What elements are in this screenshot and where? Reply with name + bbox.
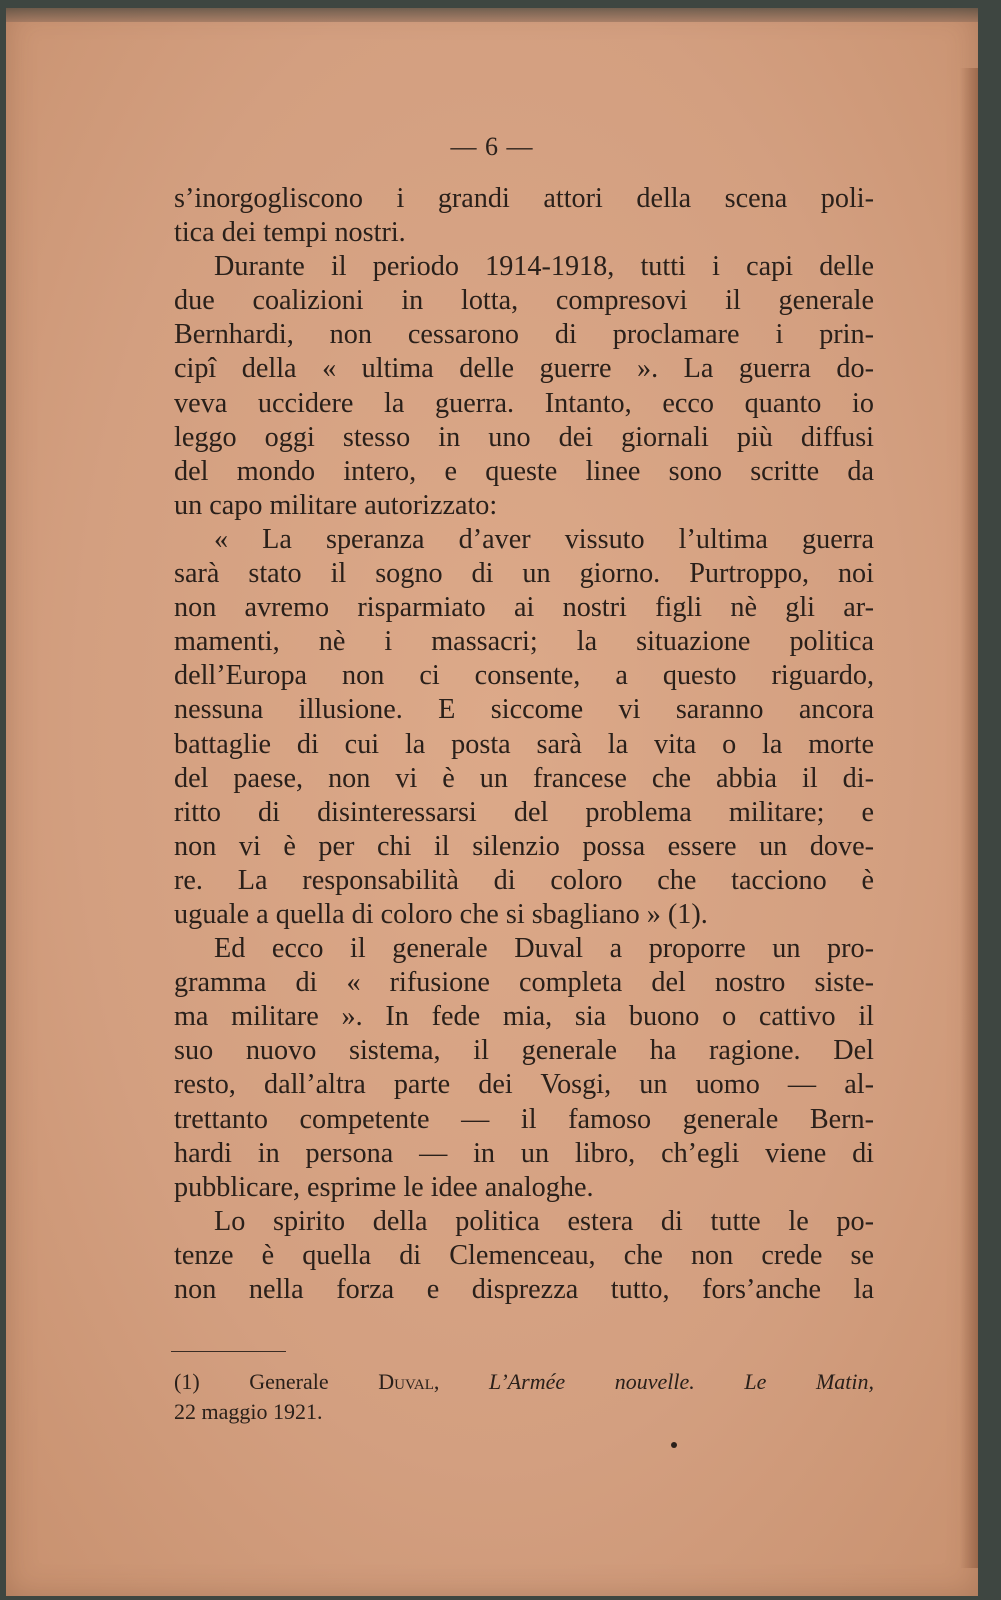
text-line: s’inorgogliscono i grandi attori della scena poli- <box>174 183 874 214</box>
text-line: non avremo risparmiato ai nostri figli nè gli ar- <box>174 592 874 624</box>
text-line: ritto di disinteressarsi del problema militare; e <box>174 796 874 828</box>
text-line: dell’Europa non ci consente, a questo riguardo, <box>174 660 874 692</box>
book-page <box>6 8 978 1596</box>
body-text <box>174 182 874 1307</box>
text-line: ma militare ». In fede mia, sia buono o cattivo il <box>174 1001 874 1033</box>
text-line: del mondo intero, e queste linee sono scritte da <box>174 455 874 487</box>
text-line: un capo militare autorizzato: <box>174 489 498 521</box>
text-line: mamenti, nè i massacri; la situazione politica <box>174 626 874 658</box>
footnote-separator: , <box>433 1369 440 1394</box>
text-line: uguale a quella di coloro che si sbagliano » (1). <box>174 898 708 930</box>
footnote-line-2: 22 maggio 1921. <box>174 1399 323 1424</box>
text-line: Lo spirito della politica estera di tutte le po- <box>214 1205 874 1237</box>
text-line: tica dei tempi nostri. <box>174 217 406 249</box>
text-line: del paese, non vi è un francese che abbia il di- <box>174 762 874 794</box>
text-line: hardi in persona — in un libro, ch’egli viene di <box>174 1137 874 1169</box>
text-line: gramma di « rifusione completa del nostro siste- <box>174 967 874 999</box>
text-line: non vi è per chi il silenzio possa essere un dove- <box>174 830 874 862</box>
text-line: Bernhardi, non cessarono di proclamare i prin- <box>174 319 874 351</box>
text-line: leggo oggi stesso in uno dei giornali più diffusi <box>174 421 874 453</box>
text-line: « La speranza d’aver vissuto l’ultima guerra <box>214 523 874 555</box>
page-number: — 6 — <box>450 132 534 161</box>
text-line: tenze è quella di Clemenceau, che non crede se <box>174 1239 874 1271</box>
text-line: sarà stato il sogno di un giorno. Purtroppo, noi <box>174 558 874 590</box>
text-line: nessuna illusione. E siccome vi saranno ancora <box>174 694 874 726</box>
text-line: trettanto competente — il famoso generale Bern- <box>174 1103 874 1135</box>
text-line: veva uccidere la guerra. Intanto, ecco quanto io <box>174 387 874 419</box>
footnote-line-1 <box>174 1367 874 1397</box>
text-line: battaglie di cui la posta sarà la vita o la morte <box>174 728 874 760</box>
footnote-rule <box>171 1351 286 1352</box>
text-line: non nella forza e disprezza tutto, fors’anche la <box>174 1274 874 1305</box>
footnote-marker: (1) Generale <box>174 1369 329 1394</box>
footnote-author: Duval <box>378 1369 434 1394</box>
text-line: resto, dall’altra parte dei Vosgi, un uomo — al- <box>174 1069 874 1101</box>
text-line: pubblicare, esprime le idee analoghe. <box>174 1171 594 1203</box>
text-line: Ed ecco il generale Duval a proporre un pro- <box>214 933 874 965</box>
footnote-title: L’Armée nouvelle. Le Matin, <box>488 1369 875 1394</box>
text-line: due coalizioni in lotta, compresovi il generale <box>174 285 874 317</box>
page-top-edge <box>6 8 978 22</box>
text-line: re. La responsabilità di coloro che tacciono è <box>174 864 874 896</box>
text-line: suo nuovo sistema, il generale ha ragione. Del <box>174 1035 874 1067</box>
ink-speck <box>671 1442 677 1448</box>
text-line: Durante il periodo 1914-1918, tutti i capi delle <box>214 251 874 283</box>
text-line: cipî della « ultima delle guerre ». La guerra do- <box>174 353 874 385</box>
footnote <box>174 1367 874 1427</box>
page-right-edge <box>960 68 978 1568</box>
